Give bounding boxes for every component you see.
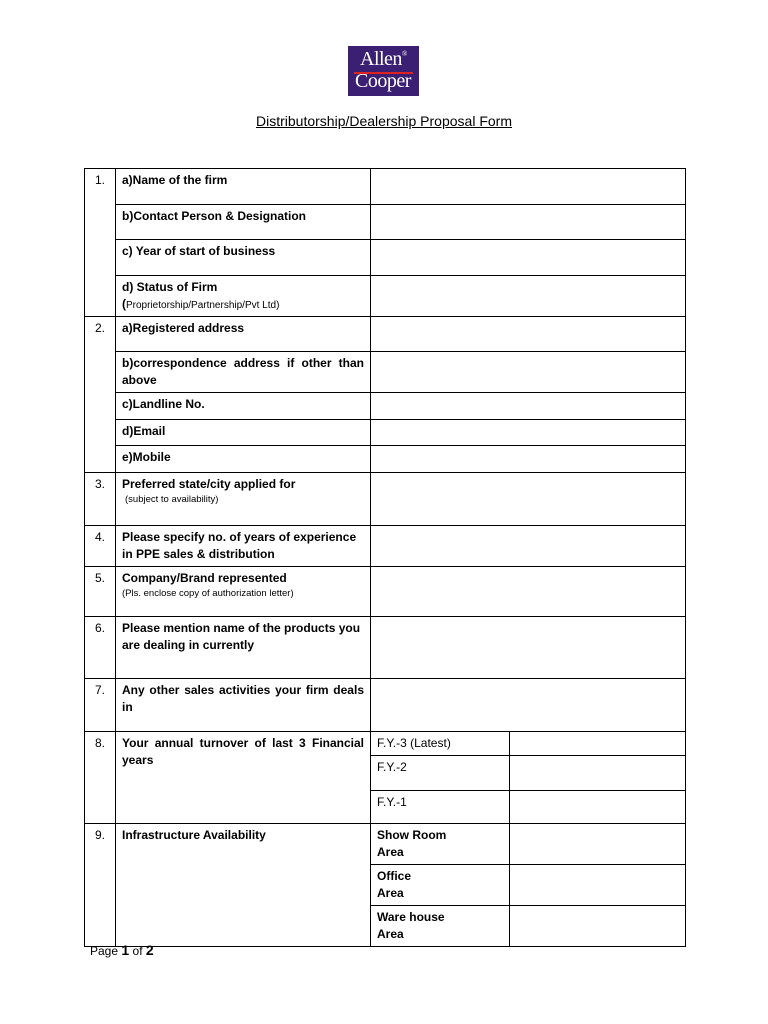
table-row — [85, 240, 686, 276]
answer-status-of-firm[interactable] — [371, 276, 686, 317]
company-brand-note: (Pls. enclose copy of authorization letter) — [122, 588, 294, 599]
table-row — [85, 205, 686, 240]
page-footer — [90, 942, 154, 958]
question-preferred-state — [116, 473, 371, 526]
proposal-form-table — [84, 168, 686, 947]
answer-company-brand[interactable] — [371, 567, 686, 617]
row-number: 1. — [85, 169, 116, 317]
answer-correspondence-address[interactable] — [371, 352, 686, 393]
status-paren: ( — [122, 297, 126, 311]
logo-line1: Allen — [360, 48, 402, 70]
table-row — [85, 276, 686, 317]
company-logo — [348, 46, 419, 96]
table-row — [85, 526, 686, 567]
row-number: 4. — [85, 526, 116, 567]
infra-office-label — [371, 865, 510, 906]
table-row — [85, 420, 686, 446]
question-year-of-start: c) Year of start of business — [116, 240, 371, 276]
answer-fy-1[interactable] — [510, 791, 686, 824]
row-number: 3. — [85, 473, 116, 526]
answer-showroom-area[interactable] — [510, 824, 686, 865]
table-row — [85, 679, 686, 732]
question-mobile: e)Mobile — [116, 446, 371, 473]
table-row — [85, 567, 686, 617]
answer-preferred-state[interactable] — [371, 473, 686, 526]
answer-fy-latest[interactable] — [510, 732, 686, 756]
question-years-experience: Please specify no. of years of experience in PPE sales & distribution — [116, 526, 371, 567]
question-products-dealing: Please mention name of the products you are dealing in currently — [116, 617, 371, 679]
of-label: of — [132, 944, 143, 958]
answer-office-area[interactable] — [510, 865, 686, 906]
table-row — [85, 617, 686, 679]
row-number: 2. — [85, 317, 116, 473]
answer-registered-address[interactable] — [371, 317, 686, 352]
answer-landline[interactable] — [371, 393, 686, 420]
answer-year-of-start[interactable] — [371, 240, 686, 276]
answer-products-dealing[interactable] — [371, 617, 686, 679]
infra-showroom-label — [371, 824, 510, 865]
preferred-state-label: Preferred state/city applied for — [122, 477, 296, 491]
answer-contact-person[interactable] — [371, 205, 686, 240]
question-landline: c)Landline No. — [116, 393, 371, 420]
answer-email[interactable] — [371, 420, 686, 446]
table-row — [85, 446, 686, 473]
table-row — [85, 352, 686, 393]
row-number: 7. — [85, 679, 116, 732]
answer-other-sales-activities[interactable] — [371, 679, 686, 732]
table-row — [85, 473, 686, 526]
table-row — [85, 824, 686, 865]
fy-1-label: F.Y.-1 — [371, 791, 510, 824]
question-company-brand — [116, 567, 371, 617]
status-options: Proprietorship/Partnership/Pvt Ltd) — [126, 300, 280, 311]
question-infrastructure: Infrastructure Availability — [116, 824, 371, 947]
table-row — [85, 732, 686, 756]
preferred-state-note: (subject to availability) — [125, 494, 219, 505]
logo-registered-mark: ® — [402, 50, 408, 58]
row-number: 8. — [85, 732, 116, 824]
row-number: 5. — [85, 567, 116, 617]
infra-warehouse-label — [371, 906, 510, 947]
warehouse-label: Ware house — [377, 910, 445, 924]
table-row — [85, 317, 686, 352]
showroom-area-label: Area — [377, 845, 404, 859]
row-number: 9. — [85, 824, 116, 947]
answer-name-of-firm[interactable] — [371, 169, 686, 205]
page-number: 1 — [121, 942, 130, 958]
answer-warehouse-area[interactable] — [510, 906, 686, 947]
warehouse-area-label: Area — [377, 927, 404, 941]
answer-fy-2[interactable] — [510, 756, 686, 791]
office-area-label: Area — [377, 886, 404, 900]
answer-mobile[interactable] — [371, 446, 686, 473]
question-registered-address: a)Registered address — [116, 317, 371, 352]
question-other-sales-activities: Any other sales activities your firm deals in — [116, 679, 371, 732]
question-contact-person: b)Contact Person & Designation — [116, 205, 371, 240]
office-label: Office — [377, 869, 412, 883]
question-annual-turnover: Your annual turnover of last 3 Financial years — [116, 732, 371, 824]
showroom-label: Show Room — [377, 828, 447, 842]
question-name-of-firm: a)Name of the firm — [116, 169, 371, 205]
status-of-firm-label: d) Status of Firm — [122, 280, 218, 294]
table-row — [85, 169, 686, 205]
answer-years-experience[interactable] — [371, 526, 686, 567]
fy-latest-label: F.Y.-3 (Latest) — [371, 732, 510, 756]
question-email: d)Email — [116, 420, 371, 446]
company-brand-label: Company/Brand represented — [122, 571, 287, 585]
table-row — [85, 393, 686, 420]
logo-line2: Cooper — [355, 70, 411, 92]
question-status-of-firm — [116, 276, 371, 317]
row-number: 6. — [85, 617, 116, 679]
page-total: 2 — [145, 942, 154, 958]
fy-2-label: F.Y.-2 — [371, 756, 510, 791]
form-title: Distributorship/Dealership Proposal Form — [256, 113, 512, 129]
page-label: Page — [90, 944, 119, 958]
question-correspondence-address: b)correspondence address if other than above — [116, 352, 371, 393]
